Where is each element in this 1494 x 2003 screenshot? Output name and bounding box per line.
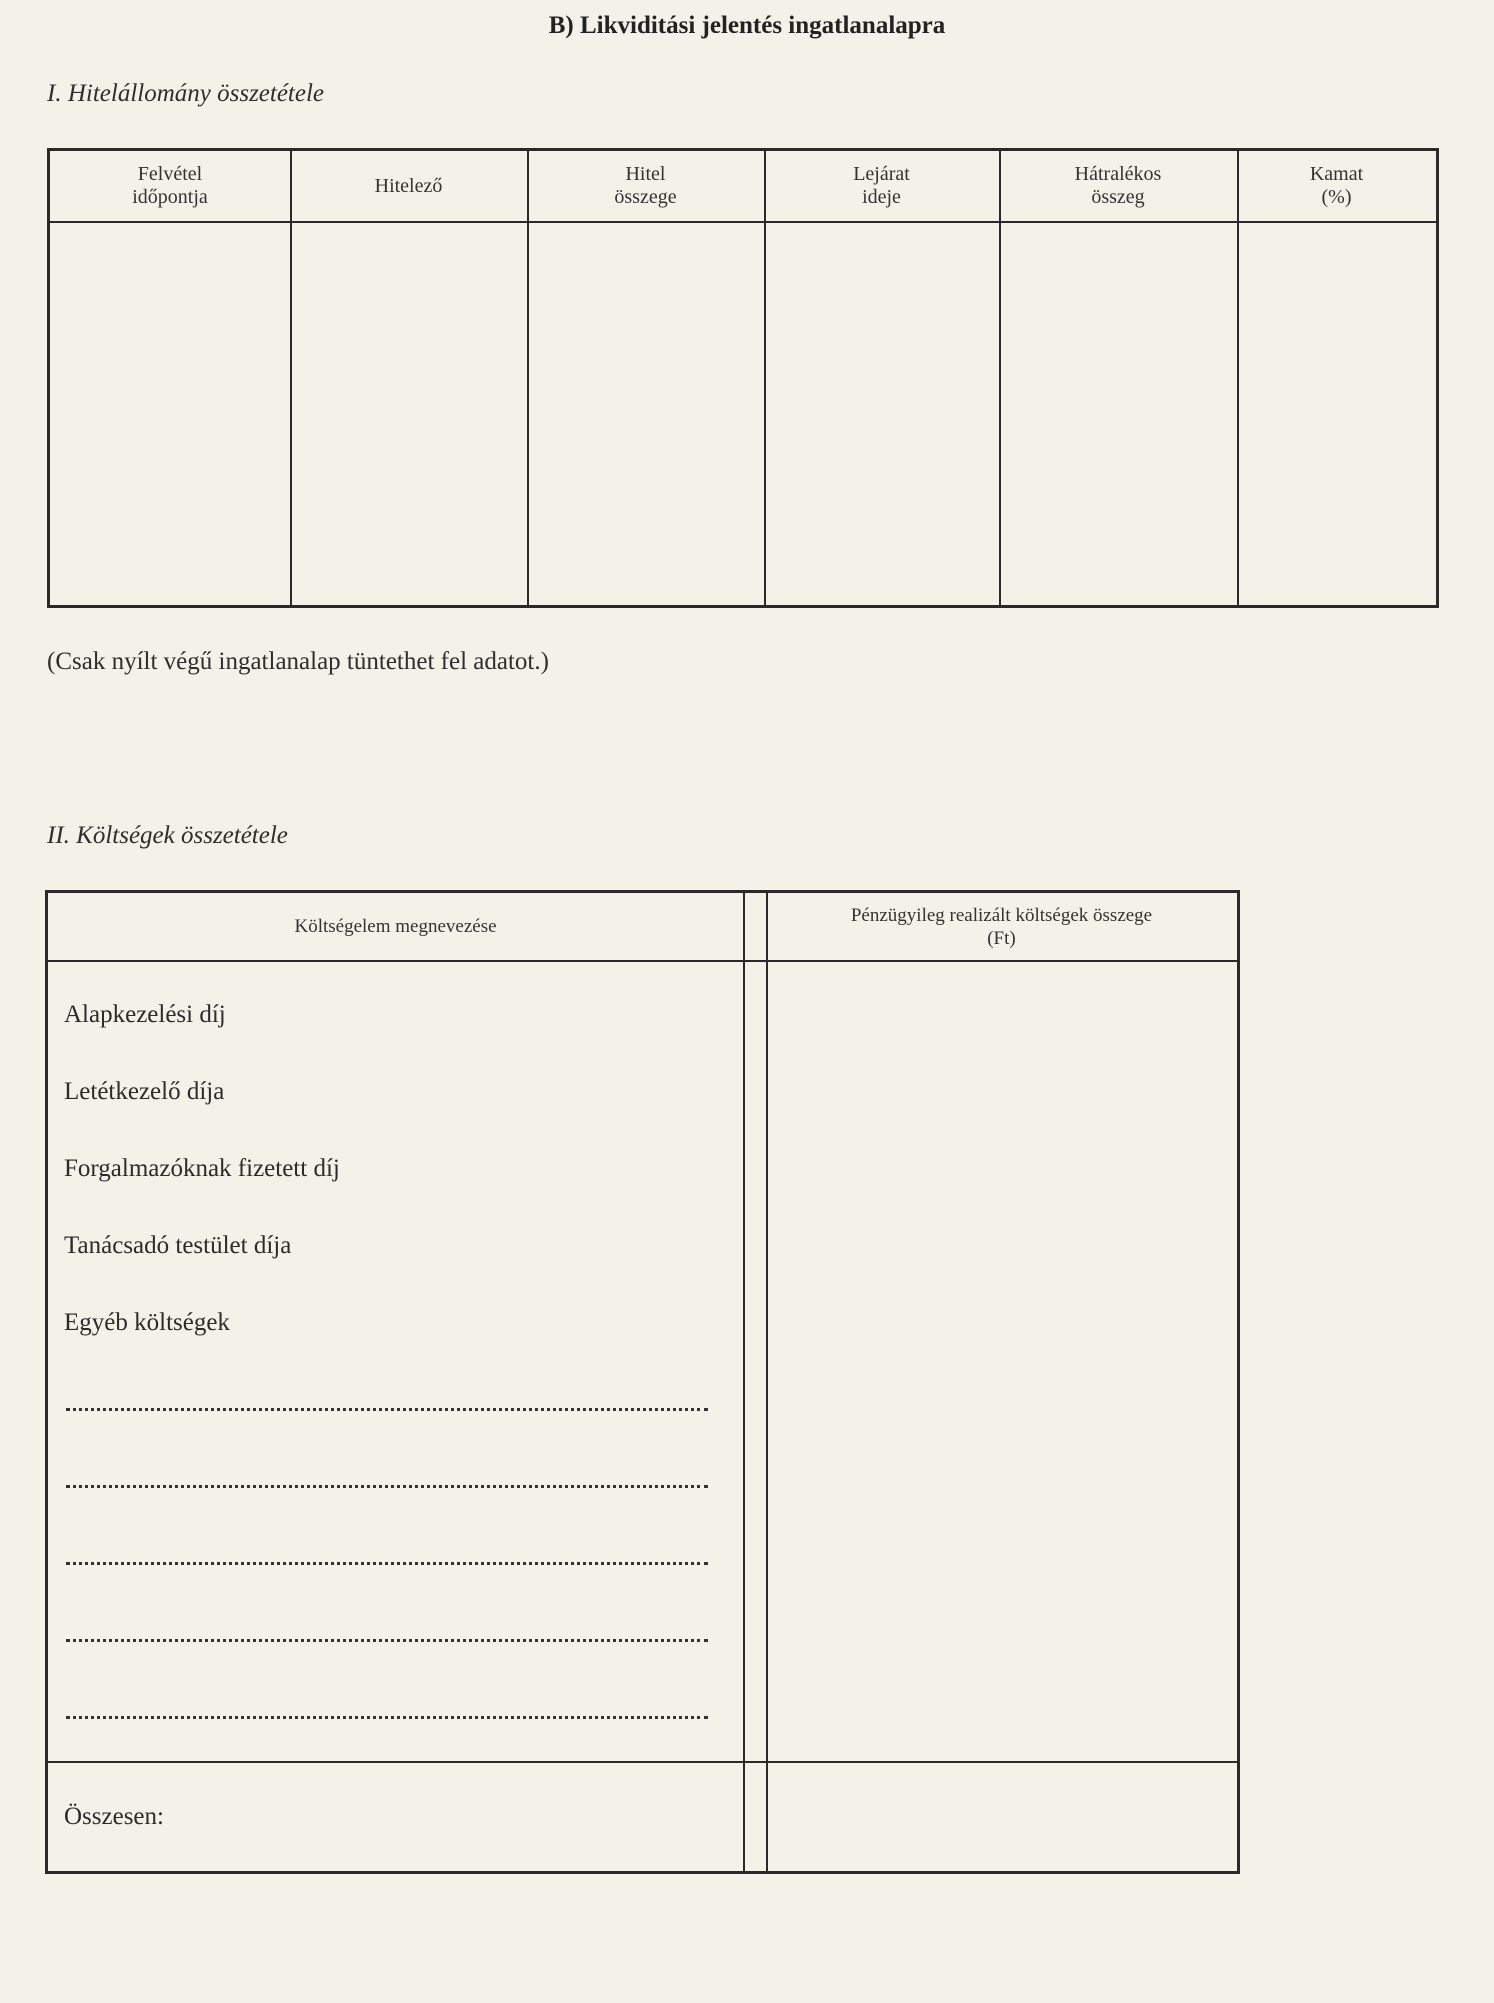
column-divider	[743, 893, 745, 1871]
blank-cost-item-line[interactable]	[66, 1485, 708, 1488]
open-ended-fund-note: (Csak nyílt végű ingatlanalap tüntethet fel adatot.)	[47, 648, 549, 675]
total-row-divider	[48, 1761, 1237, 1763]
outstanding-amount-cell[interactable]	[999, 221, 1237, 605]
interest-rate-cell[interactable]	[1237, 221, 1436, 605]
custodian-fee-value-cell[interactable]	[781, 1068, 1237, 1118]
column-header-realized-costs: Pénzügyileg realizált költségek összege (Ft)	[850, 904, 1153, 949]
maturity-cell[interactable]	[764, 221, 999, 605]
loan-amount-cell[interactable]	[527, 221, 764, 605]
column-divider	[766, 893, 768, 1871]
loan-portfolio-table	[47, 148, 1439, 608]
column-header-borrowing-date: Felvétel időpontja	[132, 163, 208, 208]
column-header-interest-rate: Kamat (%)	[1309, 163, 1364, 208]
cost-item-distributor-fee: Forgalmazóknak fizetett díj	[64, 1155, 340, 1182]
distributor-fee-value-cell[interactable]	[781, 1145, 1237, 1195]
column-header-lender: Hitelező	[374, 174, 443, 197]
section-2-heading: II. Költségek összetétele	[47, 822, 288, 849]
column-header-loan-amount: Hitel összege	[614, 163, 677, 208]
cost-item-other-costs: Egyéb költségek	[64, 1309, 230, 1336]
advisory-board-fee-value-cell[interactable]	[781, 1222, 1237, 1272]
total-value-cell[interactable]	[781, 1778, 1237, 1858]
cost-item-advisory-board-fee: Tanácsadó testület díja	[64, 1232, 292, 1259]
blank-cost-item-line[interactable]	[66, 1639, 708, 1642]
blank-cost-item-line[interactable]	[66, 1408, 708, 1411]
costs-table	[45, 890, 1240, 1874]
lender-cell[interactable]	[290, 221, 527, 605]
fund-management-fee-value-cell[interactable]	[781, 991, 1237, 1041]
costs-table-header-row	[48, 893, 1237, 962]
blank-cost-item-line[interactable]	[66, 1562, 708, 1565]
other-costs-value-cell[interactable]	[781, 1299, 1237, 1349]
section-1-heading: I. Hitelállomány összetétele	[47, 80, 325, 107]
column-header-maturity: Lejárat ideje	[853, 163, 910, 208]
page-title: B) Likviditási jelentés ingatlanalapra	[548, 12, 946, 39]
cost-item-custodian-fee: Letétkezelő díja	[64, 1078, 225, 1105]
total-label: Összesen:	[64, 1803, 164, 1830]
blank-cost-item-line[interactable]	[66, 1716, 708, 1719]
loan-table-header-row	[50, 151, 1436, 223]
column-header-outstanding-amount: Hátralékos összeg	[1074, 163, 1162, 208]
column-header-cost-item: Költségelem megnevezése	[294, 916, 497, 937]
borrowing-date-cell[interactable]	[50, 221, 290, 605]
cost-item-fund-management-fee: Alapkezelési díj	[64, 1001, 226, 1028]
